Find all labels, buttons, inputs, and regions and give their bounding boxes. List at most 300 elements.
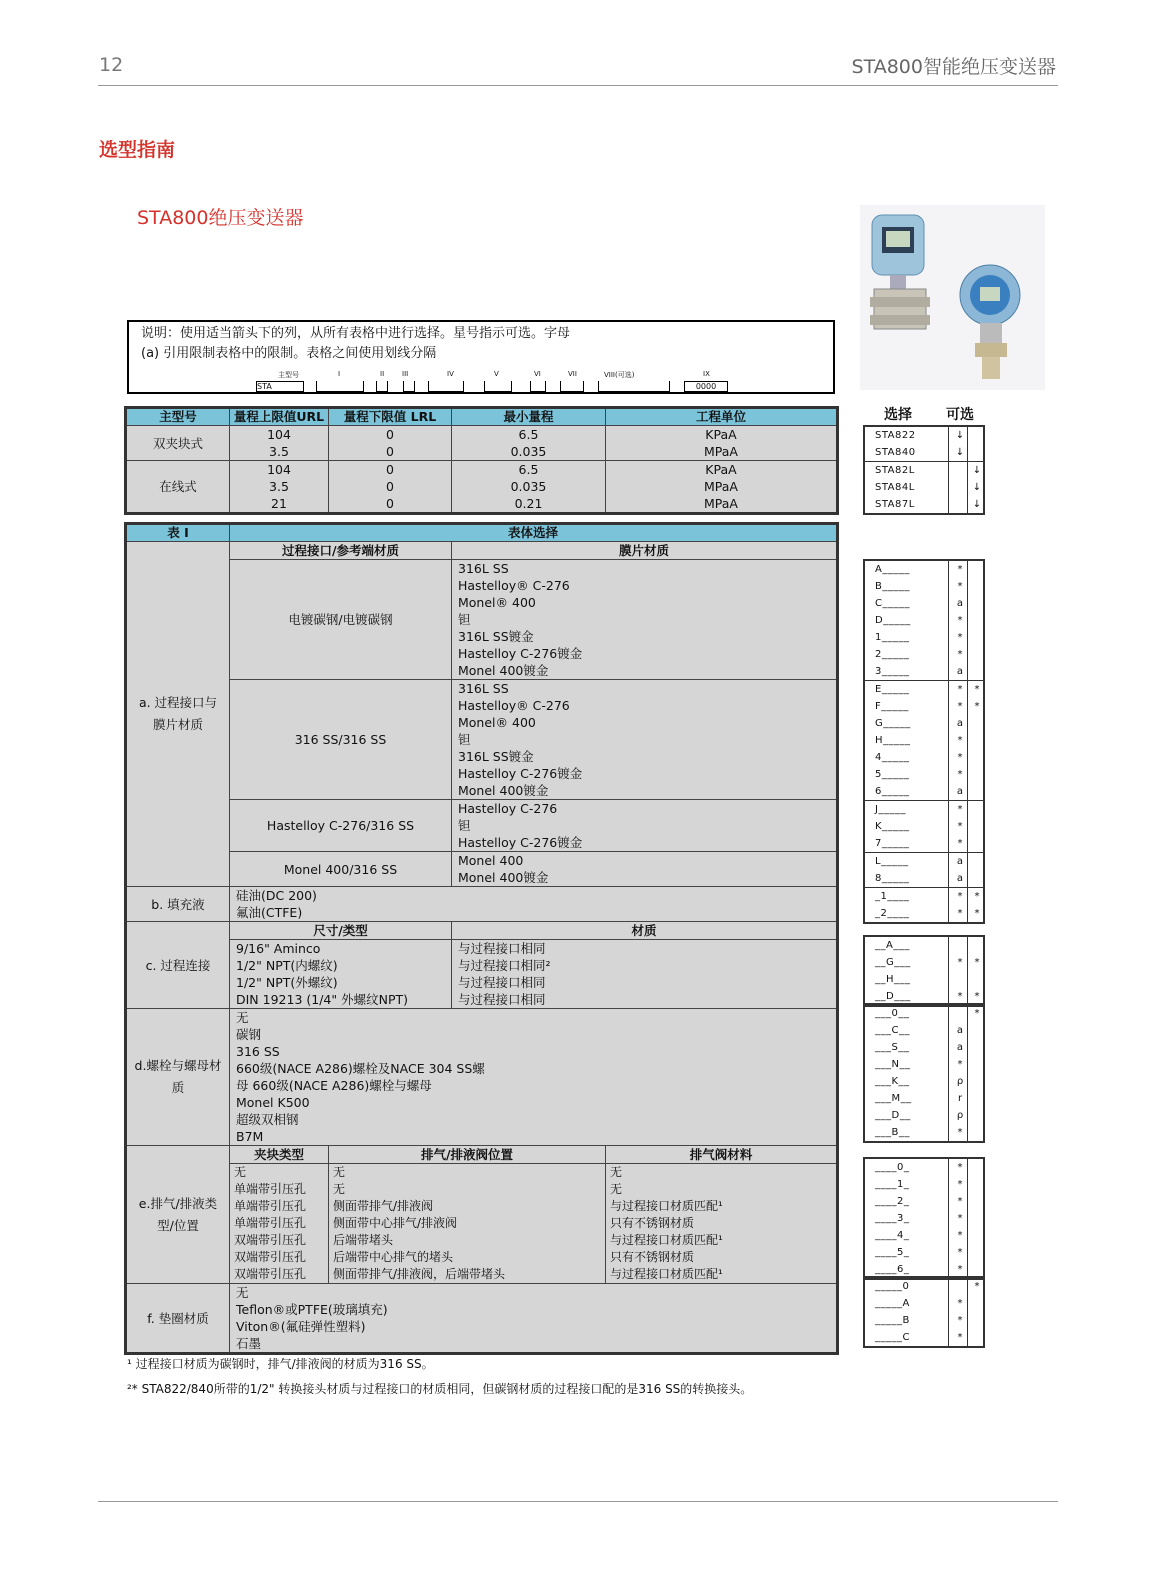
option-code: ____3_ <box>875 1213 910 1224</box>
option-row[interactable] <box>865 1056 983 1073</box>
option-mark: a <box>956 598 964 609</box>
option-row[interactable] <box>865 1278 983 1295</box>
option-row[interactable] <box>865 954 983 971</box>
option-row[interactable] <box>865 629 983 646</box>
option-row[interactable] <box>865 783 983 800</box>
block-type: 单端带引压孔 <box>234 1182 307 1196</box>
option-code: ___K__ <box>875 1076 910 1087</box>
option-mark: * <box>957 891 963 902</box>
code-label: VIII(可选) <box>604 371 635 379</box>
table-row <box>126 1009 838 1146</box>
code-prefix-box: STA <box>256 381 304 392</box>
option-row[interactable] <box>865 1210 983 1227</box>
span-value: 0.035 <box>510 444 547 459</box>
option-mark: * <box>957 1127 963 1138</box>
fill-fluid-item: 硅油(DC 200) <box>236 888 317 903</box>
option-mark: * <box>957 804 963 815</box>
option-mark: r <box>957 1093 963 1104</box>
vent-material: 无 <box>610 1165 623 1179</box>
col-header: 尺寸/类型 <box>230 922 452 940</box>
option-row[interactable] <box>865 1090 983 1107</box>
section-e-label: e.排气/排液类型/位置 <box>126 1146 230 1284</box>
diaphragm-item: Hastelloy C-276镀金 <box>458 835 583 850</box>
footnote-1: ¹ 过程接口材质为碳钢时，排气/排液阀的材质为316 SS。 <box>127 1357 434 1371</box>
option-row[interactable] <box>865 1329 983 1346</box>
option-mark: ρ <box>956 1110 964 1121</box>
diaphragm-item: Hastelloy C-276 <box>458 801 558 816</box>
option-mark: * <box>957 991 963 1002</box>
code-label: 主型号 <box>278 371 299 379</box>
diaphragm-item: 钽 <box>458 732 471 747</box>
unit-value: KPaA <box>705 427 737 442</box>
option-code: _____B <box>875 1315 910 1326</box>
span-value: 0.035 <box>510 479 547 494</box>
option-mark: * <box>974 908 980 919</box>
option-row[interactable] <box>865 870 983 887</box>
connection-material: 与过程接口相同 <box>458 992 546 1007</box>
vent-position: 无 <box>333 1182 346 1196</box>
lrl-value: 0 <box>386 479 394 494</box>
option-mark: * <box>957 1162 963 1173</box>
option-mark: a <box>956 718 964 729</box>
col-header: 量程上限值URL <box>230 408 329 426</box>
option-grid-d <box>863 1003 985 1143</box>
option-row[interactable] <box>865 749 983 766</box>
col-header: 材质 <box>452 922 838 940</box>
option-row[interactable] <box>865 1295 983 1312</box>
option-row[interactable] <box>865 766 983 783</box>
option-mark: ρ <box>956 1076 964 1087</box>
model-option[interactable] <box>865 461 983 479</box>
bolt-item: 无 <box>236 1010 249 1025</box>
bolt-item: 碳钢 <box>236 1027 262 1042</box>
block-type: 无 <box>234 1165 247 1179</box>
option-mark: a <box>956 786 964 797</box>
option-code: B_____ <box>875 581 910 592</box>
lrl-value: 0 <box>386 462 394 477</box>
select-header: 选择 <box>884 407 912 423</box>
option-code: 4_____ <box>875 752 910 763</box>
option-mark: * <box>957 632 963 643</box>
section-c-label: c. 过程连接 <box>126 922 230 1009</box>
url-value: 21 <box>271 496 287 511</box>
option-code: _2____ <box>875 908 910 919</box>
option-row[interactable] <box>865 905 983 922</box>
bolt-item: B7M <box>236 1129 264 1144</box>
lrl-value: 0 <box>386 496 394 511</box>
option-code: G_____ <box>875 718 911 729</box>
option-mark: * <box>957 581 963 592</box>
model-select-grid <box>863 425 985 515</box>
option-row[interactable] <box>865 1107 983 1124</box>
note-line-1: 说明：使用适当箭头下的列，从所有表格中进行选择。星号指示可选。字母 <box>141 326 571 341</box>
option-code: ____1_ <box>875 1179 910 1190</box>
option-code: ___0__ <box>875 1008 910 1019</box>
col-header: 主型号 <box>126 408 230 426</box>
option-row[interactable] <box>865 698 983 715</box>
option-code: 2_____ <box>875 649 910 660</box>
connection-size: 1/2" NPT(内螺纹) <box>236 958 338 973</box>
vent-position: 后端带堵头 <box>333 1233 394 1247</box>
option-mark: * <box>957 735 963 746</box>
option-code: ____6_ <box>875 1264 910 1275</box>
note-line-2: (a) 引用限制表格中的限制。表格之间使用划线分隔 <box>141 346 437 361</box>
option-mark: * <box>974 1281 980 1292</box>
model-option[interactable] <box>865 427 983 444</box>
option-mark: * <box>957 564 963 575</box>
option-code: __D___ <box>875 991 911 1002</box>
model-code: STA840 <box>875 447 916 458</box>
table-row <box>126 940 838 1009</box>
page-number: 12 <box>99 54 124 76</box>
bolt-item: 超级双相钢 <box>236 1112 299 1127</box>
option-row[interactable] <box>865 715 983 732</box>
col-header: 排气阀材料 <box>606 1146 838 1164</box>
table-title: 表体选择 <box>230 524 838 542</box>
model-code: STA82L <box>875 465 915 476</box>
vent-position: 后端带中心排气的堵头 <box>333 1250 454 1264</box>
option-row[interactable] <box>865 1022 983 1039</box>
option-row[interactable] <box>865 561 983 578</box>
url-value: 3.5 <box>269 444 289 459</box>
span-value: 6.5 <box>518 427 539 442</box>
vent-position: 侧面带排气/排液阀 <box>333 1199 434 1213</box>
option-mark: * <box>957 1213 963 1224</box>
transmitter-photo <box>860 205 1045 390</box>
option-mark: * <box>957 1179 963 1190</box>
lrl-value: 0 <box>386 444 394 459</box>
diaphragm-item: Hastelloy C-276镀金 <box>458 766 583 781</box>
diaphragm-item: Monel 400 <box>458 853 524 868</box>
option-mark: * <box>957 838 963 849</box>
option-mark: a <box>956 1042 964 1053</box>
option-mark: * <box>974 1008 980 1019</box>
arrow-down-icon: ↓ <box>972 482 982 493</box>
option-code: D_____ <box>875 615 911 626</box>
option-row[interactable] <box>865 818 983 835</box>
table-label: 表 I <box>126 524 230 542</box>
option-mark: * <box>957 821 963 832</box>
col-header: 最小量程 <box>452 408 606 426</box>
gasket-item: Teflon®或PTFE(玻璃填充) <box>236 1302 388 1317</box>
option-row[interactable] <box>865 1159 983 1176</box>
diaphragm-item: Monel 400镀金 <box>458 663 549 678</box>
block-type: 双端带引压孔 <box>234 1250 307 1264</box>
diaphragm-item: 316L SS <box>458 681 509 696</box>
option-row[interactable] <box>865 852 983 870</box>
code-label: V <box>494 370 499 378</box>
option-mark: * <box>974 957 980 968</box>
block-type: 单端带引压孔 <box>234 1216 307 1230</box>
main-model-table <box>124 406 839 515</box>
diaphragm-item: Hastelloy C-276镀金 <box>458 646 583 661</box>
option-mark: * <box>957 1264 963 1275</box>
option-row[interactable] <box>865 1073 983 1090</box>
gasket-item: Viton®(氟硅弹性塑料) <box>236 1319 366 1334</box>
option-row[interactable] <box>865 612 983 629</box>
diaphragm-item: Monel 400镀金 <box>458 783 549 798</box>
model-code-diagram <box>128 370 728 394</box>
url-value: 3.5 <box>269 479 289 494</box>
span-value: 0.21 <box>514 496 543 511</box>
diaphragm-item: 316L SS镀金 <box>458 749 534 764</box>
section-d-label: d.螺栓与螺母材质 <box>126 1009 230 1146</box>
option-row[interactable] <box>865 1005 983 1022</box>
option-mark: * <box>957 769 963 780</box>
vent-material: 只有不锈钢材质 <box>610 1250 695 1264</box>
option-code: K_____ <box>875 821 910 832</box>
table-row <box>126 887 838 922</box>
option-grid-a <box>863 559 985 924</box>
option-code: __G___ <box>875 957 911 968</box>
table-row <box>126 560 838 680</box>
option-code: _____C <box>875 1332 910 1343</box>
block-type: 双端带引压孔 <box>234 1233 307 1247</box>
option-code: ___D__ <box>875 1110 911 1121</box>
option-code: E_____ <box>875 684 910 695</box>
col-header: 过程接口/参考端材质 <box>230 542 452 560</box>
lrl-value: 0 <box>386 427 394 442</box>
arrow-down-icon: ↓ <box>972 499 982 510</box>
process-material: 电镀碳钢/电镀碳钢 <box>230 560 452 680</box>
option-mark: * <box>974 891 980 902</box>
option-code: ___M__ <box>875 1093 912 1104</box>
option-code: __A___ <box>875 940 910 951</box>
option-row[interactable] <box>865 971 983 988</box>
option-row[interactable] <box>865 1176 983 1193</box>
option-mark: * <box>957 1315 963 1326</box>
unit-value: MPaA <box>704 496 738 511</box>
connection-size: 1/2" NPT(外螺纹) <box>236 975 338 990</box>
option-code: 1_____ <box>875 632 910 643</box>
section-a-label: a. 过程接口与膜片材质 <box>126 542 230 887</box>
connection-material: 与过程接口相同 <box>458 941 546 956</box>
table-row <box>126 800 838 852</box>
option-code: A_____ <box>875 564 910 575</box>
connection-size: 9/16" Aminco <box>236 941 321 956</box>
table-i <box>124 522 839 1355</box>
diaphragm-item: 316L SS镀金 <box>458 629 534 644</box>
section-b-label: b. 填充液 <box>126 887 230 922</box>
span-value: 6.5 <box>518 462 539 477</box>
option-code: ___N__ <box>875 1059 911 1070</box>
process-material: Monel 400/316 SS <box>230 852 452 887</box>
table-row <box>126 426 838 461</box>
option-row[interactable] <box>865 1124 983 1141</box>
option-row[interactable] <box>865 1227 983 1244</box>
option-code: ___S__ <box>875 1042 910 1053</box>
block-type: 单端带引压孔 <box>234 1199 307 1213</box>
option-mark: * <box>957 752 963 763</box>
option-code: 8_____ <box>875 873 910 884</box>
option-mark: * <box>957 1332 963 1343</box>
connection-material: 与过程接口相同 <box>458 975 546 990</box>
option-row[interactable] <box>865 1193 983 1210</box>
unit-value: MPaA <box>704 479 738 494</box>
option-mark: a <box>956 666 964 677</box>
diaphragm-item: Monel 400镀金 <box>458 870 549 885</box>
option-mark: * <box>957 1196 963 1207</box>
option-mark: * <box>957 908 963 919</box>
connection-material: 与过程接口相同² <box>458 958 551 973</box>
option-code: F_____ <box>875 701 909 712</box>
model-option[interactable] <box>865 496 983 513</box>
option-code: L_____ <box>875 856 909 867</box>
model-code: STA822 <box>875 430 916 441</box>
code-ix-box: 0000 <box>684 381 728 392</box>
diaphragm-item: 钽 <box>458 612 471 627</box>
option-code: ____0_ <box>875 1162 910 1173</box>
diaphragm-item: Monel® 400 <box>458 715 536 730</box>
vent-material: 与过程接口材质匹配¹ <box>610 1199 723 1213</box>
option-code: ___C__ <box>875 1025 910 1036</box>
option-grid-e <box>863 1157 985 1280</box>
vent-material: 与过程接口材质匹配¹ <box>610 1267 723 1281</box>
bolt-item: 660级(NACE A286)螺栓及NACE 304 SS螺 <box>236 1061 485 1076</box>
vent-position: 无 <box>333 1165 346 1179</box>
diaphragm-item: 钽 <box>458 818 471 833</box>
vent-material: 与过程接口材质匹配¹ <box>610 1233 723 1247</box>
url-value: 104 <box>267 427 291 442</box>
option-code: _1____ <box>875 891 910 902</box>
gasket-item: 无 <box>236 1285 249 1300</box>
option-code: _____A <box>875 1298 910 1309</box>
option-code: C_____ <box>875 598 910 609</box>
option-code: ____4_ <box>875 1230 910 1241</box>
unit-value: MPaA <box>704 444 738 459</box>
code-label: II <box>380 370 385 378</box>
option-mark: * <box>957 1247 963 1258</box>
arrow-down-icon: ↓ <box>972 465 982 476</box>
table-row <box>126 1284 838 1354</box>
option-code: 6_____ <box>875 786 910 797</box>
option-row[interactable] <box>865 937 983 954</box>
col-header: 排气/排液阀位置 <box>329 1146 606 1164</box>
option-code: ____2_ <box>875 1196 910 1207</box>
model-type: 双夹块式 <box>126 426 230 461</box>
vent-position: 侧面带排气/排液阀，后端带堵头 <box>333 1267 506 1281</box>
option-mark: * <box>957 1059 963 1070</box>
footer-rule <box>98 1501 1058 1502</box>
table-row <box>126 461 838 514</box>
code-label: IV <box>447 370 454 378</box>
model-type: 在线式 <box>126 461 230 514</box>
option-grid-f <box>863 1276 985 1348</box>
optional-header: 可选 <box>946 407 974 423</box>
diaphragm-item: Hastelloy® C-276 <box>458 698 570 713</box>
process-material: 316 SS/316 SS <box>230 680 452 800</box>
vent-material: 无 <box>610 1182 623 1196</box>
option-mark: * <box>974 991 980 1002</box>
footnote-2: ²* STA822/840所带的1/2" 转换接头材质与过程接口的材质相同，但碳钢材质的过程接口配的是316 SS的转换接头。 <box>127 1382 753 1396</box>
table-row <box>126 852 838 887</box>
option-mark: a <box>956 873 964 884</box>
table-row <box>126 680 838 800</box>
option-code: ____5_ <box>875 1247 910 1258</box>
code-label: IX <box>703 370 710 378</box>
option-mark: * <box>974 701 980 712</box>
option-row[interactable] <box>865 1039 983 1056</box>
diaphragm-item: Hastelloy® C-276 <box>458 578 570 593</box>
connection-size: DIN 19213 (1/4" 外螺纹NPT) <box>236 992 408 1007</box>
col-header: 膜片材质 <box>452 542 838 560</box>
document-title: STA800智能绝压变送器 <box>851 56 1056 78</box>
bolt-item: 母 660级(NACE A286)螺栓与螺母 <box>236 1078 432 1093</box>
option-mark: * <box>957 1298 963 1309</box>
option-row[interactable] <box>865 835 983 852</box>
option-row[interactable] <box>865 646 983 663</box>
code-label: VI <box>534 370 541 378</box>
diaphragm-item: Monel® 400 <box>458 595 536 610</box>
bolt-item: 316 SS <box>236 1044 280 1059</box>
process-material: Hastelloy C-276/316 SS <box>230 800 452 852</box>
model-code: STA87L <box>875 499 915 510</box>
option-code: 7_____ <box>875 838 910 849</box>
url-value: 104 <box>267 462 291 477</box>
option-mark: * <box>957 649 963 660</box>
code-label: VII <box>568 370 577 378</box>
option-code: 5_____ <box>875 769 910 780</box>
table-row <box>126 1164 838 1284</box>
section-title: 选型指南 <box>99 139 176 161</box>
option-code: ___B__ <box>875 1127 910 1138</box>
option-row[interactable] <box>865 1312 983 1329</box>
option-row[interactable] <box>865 578 983 595</box>
diaphragm-item: 316L SS <box>458 561 509 576</box>
option-code: J_____ <box>875 804 906 815</box>
section-f-label: f. 垫圈材质 <box>126 1284 230 1354</box>
col-header: 夹块类型 <box>230 1146 329 1164</box>
col-header: 量程下限值 LRL <box>329 408 452 426</box>
option-code: H_____ <box>875 735 911 746</box>
block-type: 双端带引压孔 <box>234 1267 307 1281</box>
option-row[interactable] <box>865 887 983 905</box>
option-mark: * <box>957 1230 963 1241</box>
unit-value: KPaA <box>705 462 737 477</box>
option-mark: * <box>957 615 963 626</box>
vent-material: 只有不锈钢材质 <box>610 1216 695 1230</box>
option-code: 3_____ <box>875 666 910 677</box>
fill-fluid-item: 氟油(CTFE) <box>236 905 303 920</box>
option-row[interactable] <box>865 663 983 680</box>
model-option[interactable] <box>865 444 983 461</box>
option-row[interactable] <box>865 800 983 818</box>
arrow-down-icon: ↓ <box>955 447 965 458</box>
option-code: __H___ <box>875 974 911 985</box>
option-row[interactable] <box>865 732 983 749</box>
option-mark: * <box>957 701 963 712</box>
code-label: I <box>338 370 341 378</box>
arrow-down-icon: ↓ <box>955 430 965 441</box>
option-grid-c <box>863 935 985 1007</box>
model-option[interactable] <box>865 479 983 496</box>
option-mark: a <box>956 1025 964 1036</box>
option-code: _____0 <box>875 1281 910 1292</box>
option-row[interactable] <box>865 1244 983 1261</box>
header-rule <box>98 85 1058 86</box>
option-mark: * <box>974 684 980 695</box>
option-row[interactable] <box>865 595 983 612</box>
option-mark: * <box>957 684 963 695</box>
col-header: 工程单位 <box>606 408 838 426</box>
option-row[interactable] <box>865 680 983 698</box>
vent-position: 侧面带中心排气/排液阀 <box>333 1216 458 1230</box>
subsection-title: STA800绝压变送器 <box>137 207 304 229</box>
option-mark: * <box>957 957 963 968</box>
option-mark: a <box>956 856 964 867</box>
gasket-item: 石墨 <box>236 1336 262 1351</box>
bolt-item: Monel K500 <box>236 1095 310 1110</box>
